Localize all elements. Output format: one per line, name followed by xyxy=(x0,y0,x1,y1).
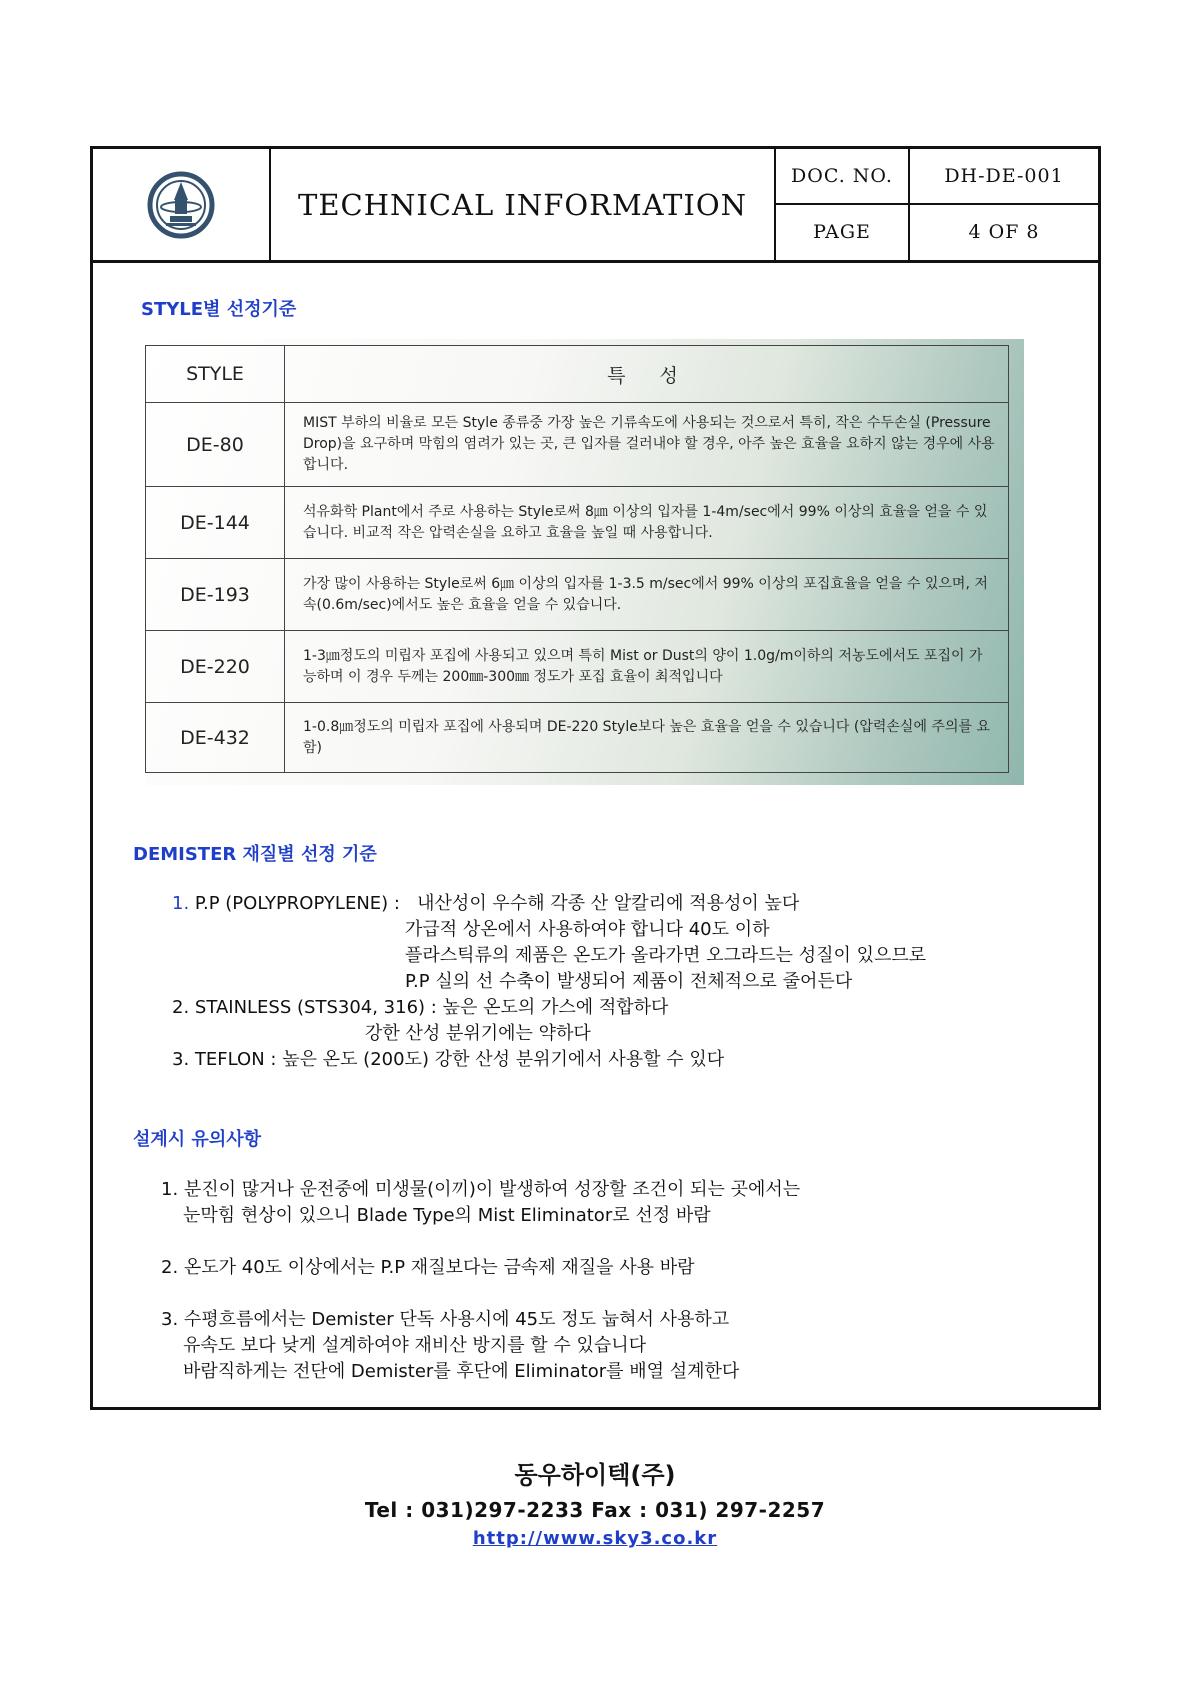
document-frame xyxy=(90,146,1101,1410)
style-cell: DE-193 xyxy=(146,559,285,631)
document-header xyxy=(93,149,1098,263)
company-logo-icon xyxy=(146,170,216,240)
col-feature-header: 특 성 xyxy=(285,346,1009,403)
item-number: 3. xyxy=(172,1049,190,1070)
item-line: 유속도 보다 낮게 설계하여야 재비산 방지를 할 수 있습니다 xyxy=(183,1335,647,1356)
design-section-title: 설계시 유의사항 xyxy=(133,1129,261,1150)
item-line: 가급적 상온에서 사용하여야 합니다 40도 이하 xyxy=(405,919,770,940)
style-cell: DE-80 xyxy=(146,403,285,487)
list-item: 2. 온도가 40도 이상에서는 P.P 재질보다는 금속제 재질을 사용 바람 xyxy=(161,1257,695,1278)
contact-phone: Tel : 031)297-2233 Fax : 031) 297-2257 xyxy=(364,1498,826,1522)
list-item xyxy=(172,891,926,917)
style-section-title: STYLE별 선정기준 xyxy=(141,299,297,320)
table-row xyxy=(146,487,1009,559)
col-style-header: STYLE xyxy=(146,346,285,403)
item-line: 내산성이 우수해 각종 산 알칼리에 적용성이 높다 xyxy=(417,893,800,914)
item-line: 높은 온도 (200도) 강한 산성 분위기에서 사용할 수 있다 xyxy=(282,1049,725,1070)
table-row xyxy=(146,403,1009,487)
desc-cell: 가장 많이 사용하는 Style로써 6㎛ 이상의 입자를 1-3.5 m/sec에서 99% 이상의 포집효율을 얻을 수 있으며, 저속(0.6m/sec)에서도 높은 효율을 얻을 수 있습니다. xyxy=(285,559,1009,631)
item-line: P.P 실의 선 수축이 발생되어 제품이 전체적으로 줄어든다 xyxy=(405,971,853,992)
desc-cell: MIST 부하의 비율로 모든 Style 종류중 가장 높은 기류속도에 사용되는 것으로서 특히, 작은 수두손실 (Pressure Drop)을 요구하며 막힘의 염려가 있는 곳, 큰 입자를 걸러내야 할 경우, 아주 높은 효율을 요하지 않는 경우에 사용합니다. xyxy=(285,403,1009,487)
doc-meta xyxy=(776,149,1098,260)
list-item: 3. 수평흐름에서는 Demister 단독 사용시에 45도 정도 눕혀서 사용하고 xyxy=(161,1309,730,1330)
desc-cell: 1-3㎛정도의 미립자 포집에 사용되고 있으며 특히 Mist or Dust의 양이 1.0g/m이하의 저농도에서도 포집이 가능하며 이 경우 두께는 200㎜-300㎜ 정도가 포집 효율이 최적입니다 xyxy=(285,631,1009,703)
company-name: 동우하이텍(주) xyxy=(514,1461,676,1489)
style-cell: DE-144 xyxy=(146,487,285,559)
desc-cell: 석유화학 Plant에서 주로 사용하는 Style로써 8㎛ 이상의 입자를 1-4m/sec에서 99% 이상의 효율을 얻을 수 있습니다. 비교적 작은 압력손실을 요하고 효율을 높일 때 사용합니다. xyxy=(285,487,1009,559)
item-line: 바람직하게는 전단에 Demister를 후단에 Eliminator를 배열 설계한다 xyxy=(183,1361,740,1382)
material-list xyxy=(172,891,926,1073)
style-table-image xyxy=(145,339,1024,785)
logo-cell xyxy=(93,149,271,260)
item-number: 1. xyxy=(172,893,190,914)
desc-cell: 1-0.8㎛정도의 미립자 포집에 사용되며 DE-220 Style보다 높은 효율을 얻을 수 있습니다 (압력손실에 주의를 요함) xyxy=(285,703,1009,773)
list-item: 1. 분진이 많거나 운전중에 미생물(이끼)이 발생하여 성장할 조건이 되는 곳에서는 xyxy=(161,1179,801,1200)
item-number: 2. xyxy=(172,997,190,1018)
list-item xyxy=(172,995,926,1021)
item-label: P.P (POLYPROPYLENE) : xyxy=(194,893,400,914)
style-table xyxy=(145,345,1009,773)
table-row xyxy=(146,631,1009,703)
material-section-title: DEMISTER 재질별 선정 기준 xyxy=(133,844,377,865)
item-line: 강한 산성 분위기에는 약하다 xyxy=(365,1023,591,1044)
document-title: TECHNICAL INFORMATION xyxy=(298,187,747,222)
list-item xyxy=(172,1047,926,1073)
title-cell xyxy=(271,149,776,260)
page-value: 4 OF 8 xyxy=(968,221,1040,244)
item-label: TEFLON : xyxy=(194,1049,277,1070)
item-line: 눈막힘 현상이 있으니 Blade Type의 Mist Eliminator로 선정 바람 xyxy=(183,1205,711,1226)
website-link[interactable]: http://www.sky3.co.kr xyxy=(472,1528,718,1549)
style-cell: DE-432 xyxy=(146,703,285,773)
doc-no-label: DOC. NO. xyxy=(776,149,910,205)
doc-no-value: DH-DE-001 xyxy=(910,149,1098,205)
design-notes xyxy=(161,1177,800,1385)
page-label: PAGE xyxy=(776,205,910,261)
style-cell: DE-220 xyxy=(146,631,285,703)
table-row xyxy=(146,703,1009,773)
item-line: 플라스틱류의 제품은 온도가 올라가면 오그라드는 성질이 있으므로 xyxy=(405,945,927,966)
item-line: 높은 온도의 가스에 적합하다 xyxy=(442,997,669,1018)
table-header-row xyxy=(146,346,1009,403)
item-label: STAINLESS (STS304, 316) : xyxy=(194,997,437,1018)
table-row xyxy=(146,559,1009,631)
